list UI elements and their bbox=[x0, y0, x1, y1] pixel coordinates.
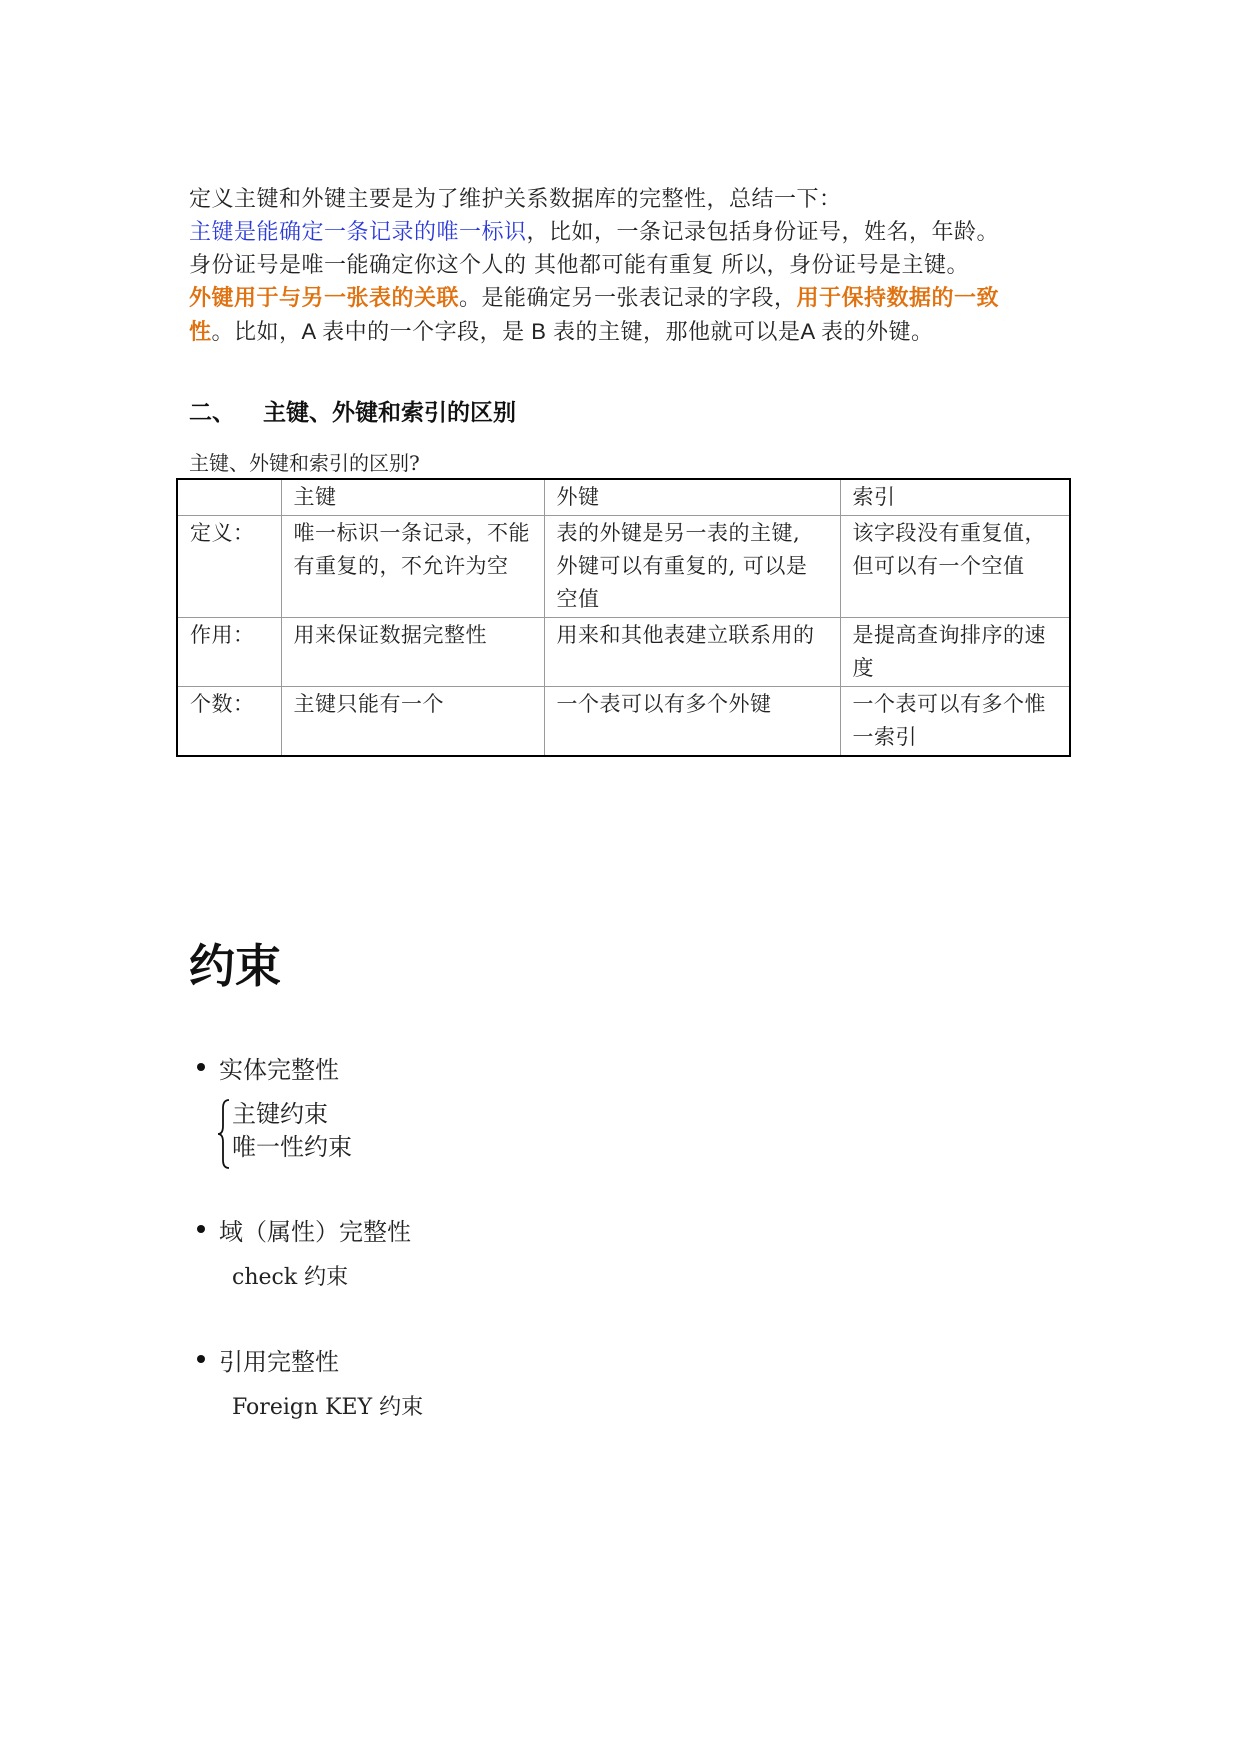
table-header-row bbox=[177, 479, 1070, 516]
table-cell: 用来和其他表建立联系用的 bbox=[544, 618, 840, 687]
table-row bbox=[177, 618, 1070, 687]
row-label-purpose: 作用： bbox=[177, 618, 281, 687]
table-header-primary-key: 主键 bbox=[281, 479, 544, 516]
table-cell: 主键只能有一个 bbox=[281, 687, 544, 757]
check-constraint: check 约束 bbox=[232, 1265, 349, 1290]
unique-constraint: 唯一性约束 bbox=[232, 1133, 352, 1161]
intro-line-4-mid: 。是能确定另一张表记录的字段， bbox=[459, 286, 797, 311]
intro-line-4 bbox=[189, 282, 1089, 315]
table-cell: 唯一标识一条记录，不能有重复的，不允许为空 bbox=[281, 516, 544, 618]
key-comparison-table bbox=[176, 478, 1071, 757]
entity-constraint-group bbox=[216, 1098, 416, 1170]
primary-key-constraint: 主键约束 bbox=[232, 1100, 328, 1128]
intro-line-2 bbox=[189, 216, 1089, 249]
table-caption: 主键、外键和索引的区别? bbox=[189, 451, 420, 475]
bullet-dot-icon bbox=[197, 1225, 205, 1233]
section-number: 二、 bbox=[189, 400, 235, 426]
intro-line-5 bbox=[189, 315, 1089, 349]
table-cell: 一个表可以有多个外键 bbox=[544, 687, 840, 757]
intro-line-2-rest: ，比如，一条记录包括身份证号，姓名，年龄。 bbox=[526, 220, 1000, 245]
table-cell: 用来保证数据完整性 bbox=[281, 618, 544, 687]
bullet-reference-integrity bbox=[197, 1342, 339, 1377]
bullet-domain-integrity bbox=[197, 1212, 411, 1247]
table-cell: 该字段没有重复值，但可以有一个空值 bbox=[840, 516, 1070, 618]
left-brace-icon bbox=[216, 1098, 232, 1170]
table-row bbox=[177, 687, 1070, 757]
consistency-highlight-end: 性 bbox=[189, 320, 212, 345]
primary-key-definition-highlight: 主键是能确定一条记录的唯一标识 bbox=[189, 220, 527, 245]
entity-integrity-label: 实体完整性 bbox=[219, 1056, 339, 1084]
intro-line-1 bbox=[189, 183, 1089, 216]
intro-paragraph bbox=[189, 183, 1089, 349]
section-heading bbox=[189, 394, 516, 427]
table-cell: 是提高查询排序的速度 bbox=[840, 618, 1070, 687]
table-header-foreign-key: 外键 bbox=[544, 479, 840, 516]
constraints-title: 约束 bbox=[189, 939, 281, 993]
bullet-dot-icon bbox=[197, 1355, 205, 1363]
table-cell: 一个表可以有多个惟一索引 bbox=[840, 687, 1070, 757]
bullet-entity-integrity bbox=[197, 1050, 339, 1085]
table-header-index: 索引 bbox=[840, 479, 1070, 516]
table-header-corner bbox=[177, 479, 281, 516]
consistency-highlight: 用于保持数据的一致 bbox=[796, 286, 1000, 311]
row-label-count: 个数： bbox=[177, 687, 281, 757]
row-label-definition: 定义： bbox=[177, 516, 281, 618]
bullet-dot-icon bbox=[197, 1063, 205, 1071]
table-cell: 表的外键是另一表的主键, 外键可以有重复的, 可以是空值 bbox=[544, 516, 840, 618]
intro-line-1-text: 定义主键和外键主要是为了维护关系数据库的完整性，总结一下： bbox=[189, 187, 842, 212]
section-title: 主键、外键和索引的区别 bbox=[263, 400, 516, 426]
table-row bbox=[177, 516, 1070, 618]
intro-line-3 bbox=[189, 249, 1089, 282]
foreign-key-constraint: Foreign KEY 约束 bbox=[232, 1395, 424, 1420]
domain-integrity-label: 域（属性）完整性 bbox=[219, 1218, 411, 1246]
foreign-key-definition-highlight: 外键用于与另一张表的关联 bbox=[189, 286, 460, 311]
intro-line-5-rest: 。比如，A 表中的一个字段，是 B 表的主键，那他就可以是A 表的外键。 bbox=[211, 319, 934, 344]
reference-integrity-label: 引用完整性 bbox=[219, 1348, 339, 1376]
intro-line-3-text: 身份证号是唯一能确定你这个人的 其他都可能有重复 所以，身份证号是主键。 bbox=[189, 253, 969, 278]
